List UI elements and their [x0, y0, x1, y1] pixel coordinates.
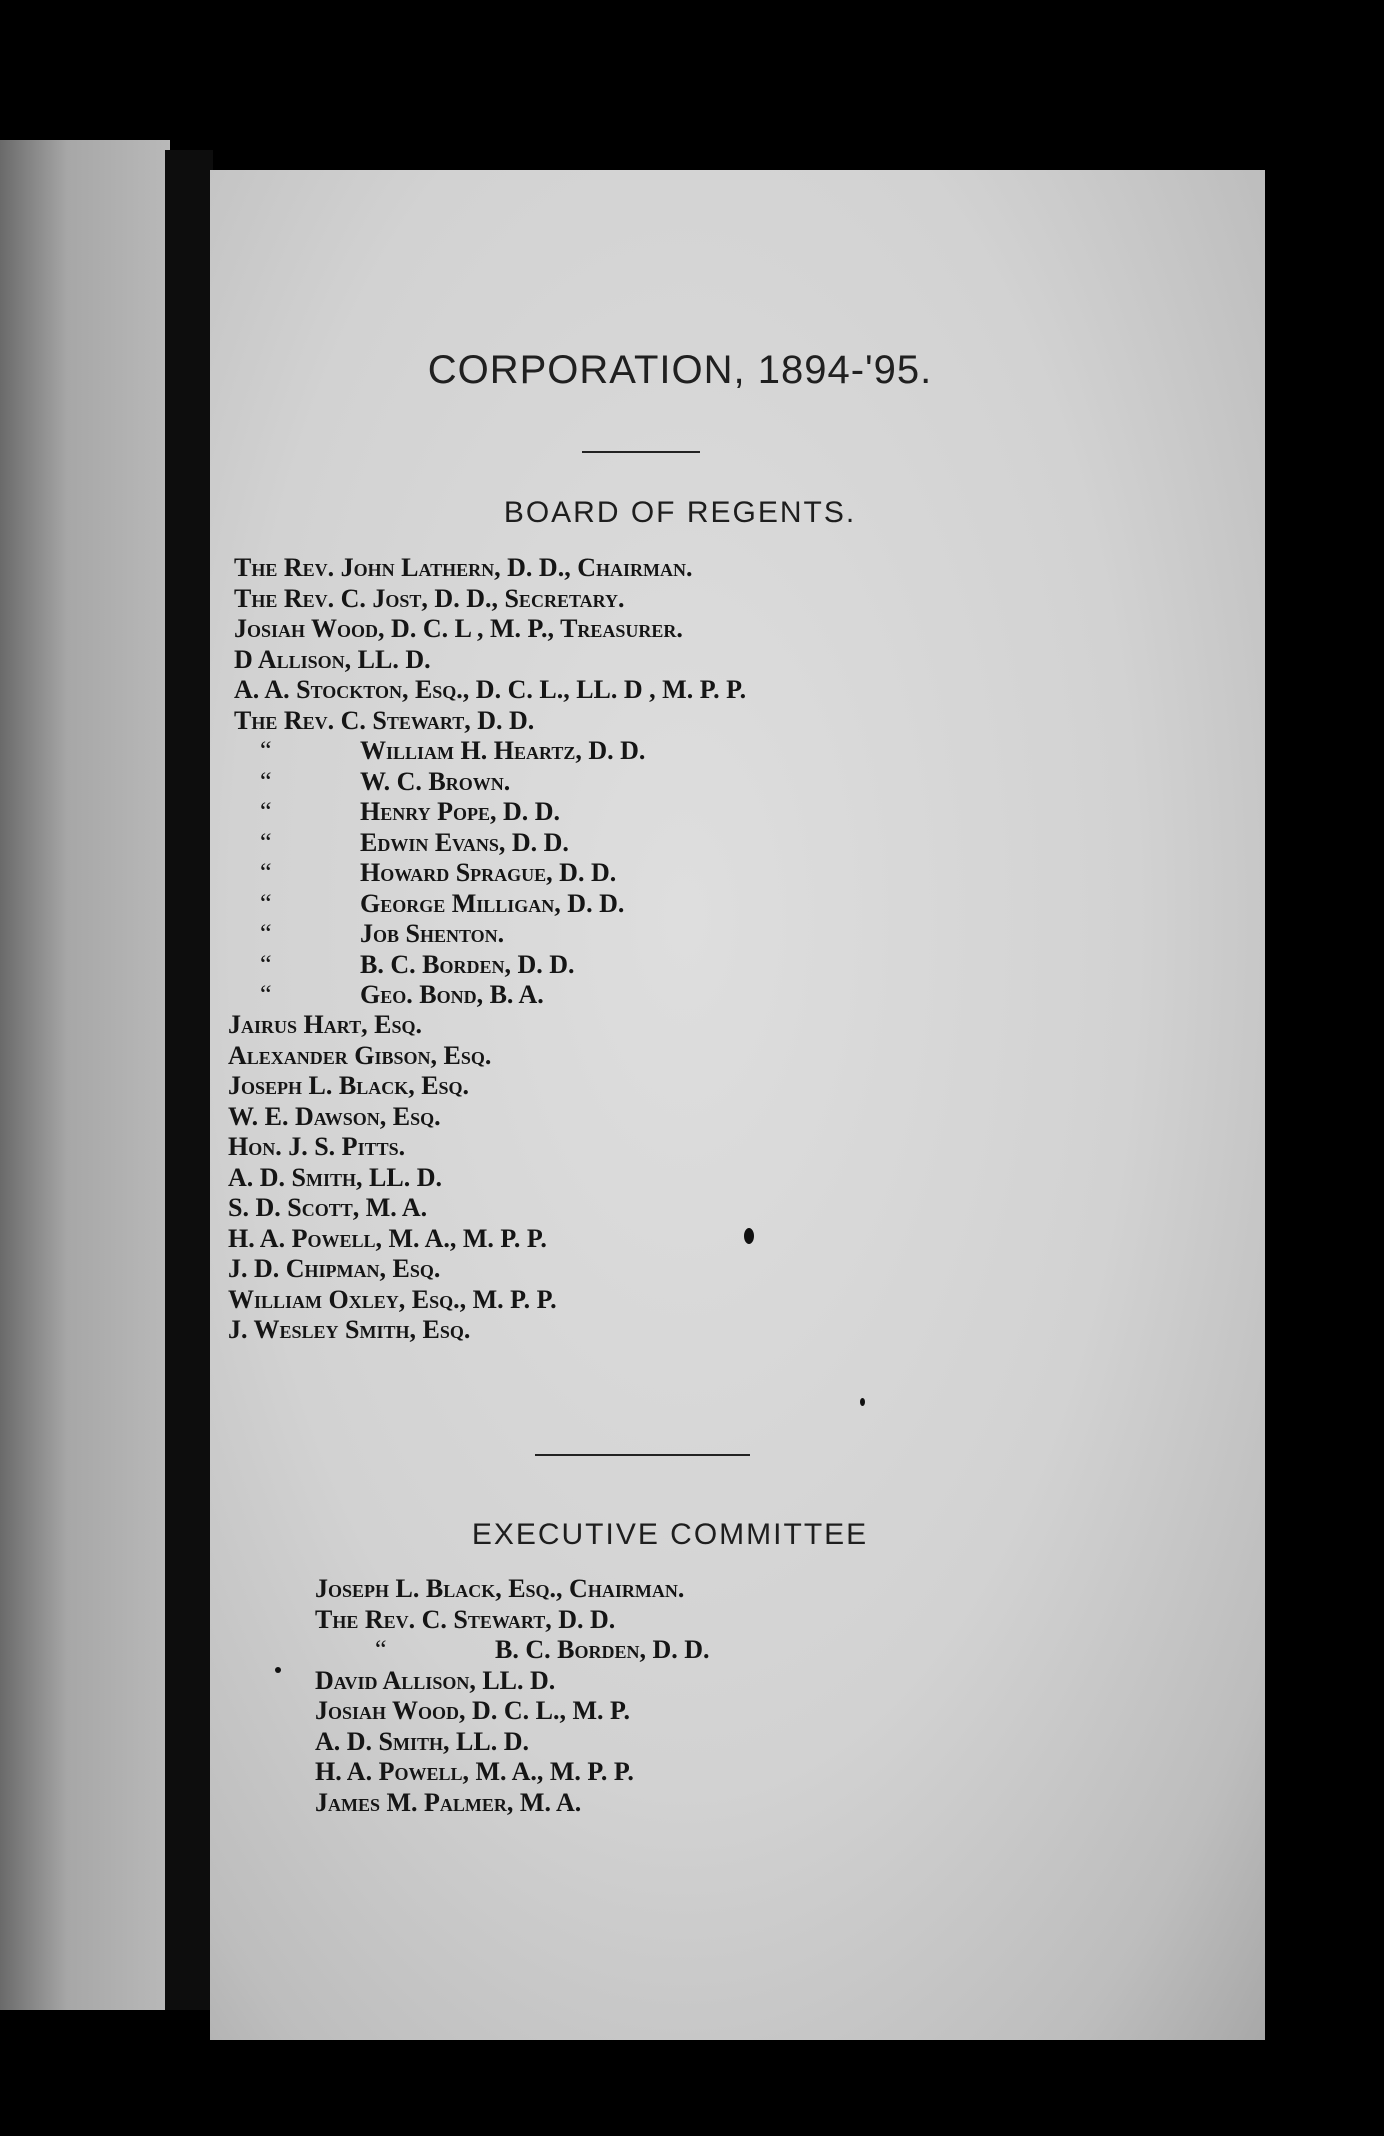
member-name: George Milligan, D. D. — [360, 888, 625, 918]
executive-list — [315, 1574, 710, 1818]
list-item — [250, 950, 645, 981]
member-name: Geo. Bond, B. A. — [360, 980, 544, 1009]
section-divider — [535, 1454, 750, 1456]
list-item: William Oxley, Esq., M. P. P. — [228, 1284, 557, 1314]
ditto-mark: “ — [375, 1635, 387, 1664]
list-item — [250, 797, 645, 828]
list-item — [250, 919, 645, 950]
board-lay-list — [228, 1010, 557, 1346]
ink-speck — [744, 1228, 754, 1244]
list-item: H. A. Powell, M. A., M. P. P. — [228, 1223, 547, 1253]
member-name: Job Shenton. — [360, 919, 505, 948]
member-name: William H. Heartz, D. D. — [360, 736, 646, 765]
ditto-mark: “ — [260, 736, 272, 765]
list-item: The Rev. C. Stewart, D. D. — [234, 705, 535, 735]
list-item: Joseph L. Black, Esq., Chairman. — [315, 1574, 685, 1603]
list-item: A. D. Smith, LL. D. — [228, 1162, 442, 1192]
list-item: W. E. Dawson, Esq. — [228, 1101, 441, 1131]
list-item: The Rev. C. Jost, D. D., Secretary. — [234, 583, 625, 613]
page-text — [210, 170, 1265, 2040]
member-name: Howard Sprague, D. D. — [360, 858, 617, 887]
list-item: A. A. Stockton, Esq., D. C. L., LL. D , M. P. P. — [234, 675, 747, 704]
list-item: Jairus Hart, Esq. — [228, 1010, 422, 1039]
board-rev-list — [250, 736, 645, 1011]
list-item — [250, 980, 645, 1011]
list-item: D Allison, LL. D. — [234, 644, 431, 674]
board-officers-list — [234, 553, 746, 736]
member-name: B. C. Borden, D. D. — [360, 949, 575, 979]
document-page — [210, 170, 1265, 2040]
list-item: J. D. Chipman, Esq. — [228, 1254, 441, 1283]
ditto-mark: “ — [260, 827, 272, 857]
ditto-mark: “ — [260, 766, 272, 796]
member-name: Edwin Evans, D. D. — [360, 827, 569, 857]
list-item — [250, 858, 645, 889]
list-item: David Allison, LL. D. — [315, 1665, 556, 1695]
member-name: B. C. Borden, D. D. — [495, 1635, 710, 1664]
list-item: A. D. Smith, LL. D. — [315, 1726, 529, 1756]
list-item: Alexander Gibson, Esq. — [228, 1040, 492, 1070]
ditto-mark: “ — [260, 797, 272, 826]
list-item: Josiah Wood, D. C. L., M. P. — [315, 1696, 630, 1725]
title-divider — [582, 451, 700, 453]
ink-speck — [860, 1398, 865, 1406]
list-item: H. A. Powell, M. A., M. P. P. — [315, 1757, 634, 1786]
list-item: James M. Palmer, M. A. — [315, 1787, 582, 1817]
ditto-mark: “ — [260, 919, 272, 948]
board-heading: BOARD OF REGENTS. — [503, 496, 857, 529]
list-item — [250, 889, 645, 920]
ditto-mark: “ — [260, 980, 272, 1009]
ditto-mark: “ — [260, 858, 272, 887]
list-item — [250, 828, 645, 859]
list-item: J. Wesley Smith, Esq. — [228, 1315, 471, 1344]
ditto-mark: “ — [260, 888, 272, 918]
ditto-mark: “ — [260, 949, 272, 979]
list-item: Joseph L. Black, Esq. — [228, 1071, 470, 1100]
list-item: The Rev. John Lathern, D. D., Chairman. — [234, 553, 693, 582]
ink-speck — [275, 1667, 281, 1673]
list-item: The Rev. C. Stewart, D. D. — [315, 1604, 616, 1634]
list-item — [250, 736, 645, 767]
executive-heading: EXECUTIVE COMMITTEE — [471, 1518, 869, 1551]
list-item — [315, 1635, 710, 1666]
list-item — [250, 767, 645, 798]
list-item: S. D. Scott, M. A. — [228, 1193, 428, 1222]
page-title: CORPORATION, 1894-'95. — [427, 348, 933, 392]
list-item: Josiah Wood, D. C. L , M. P., Treasurer. — [234, 614, 683, 643]
facing-page-edge — [0, 140, 170, 2010]
member-name: W. C. Brown. — [360, 766, 511, 796]
book-spine — [165, 150, 213, 2010]
list-item: Hon. J. S. Pitts. — [228, 1132, 406, 1161]
member-name: Henry Pope, D. D. — [360, 797, 561, 826]
